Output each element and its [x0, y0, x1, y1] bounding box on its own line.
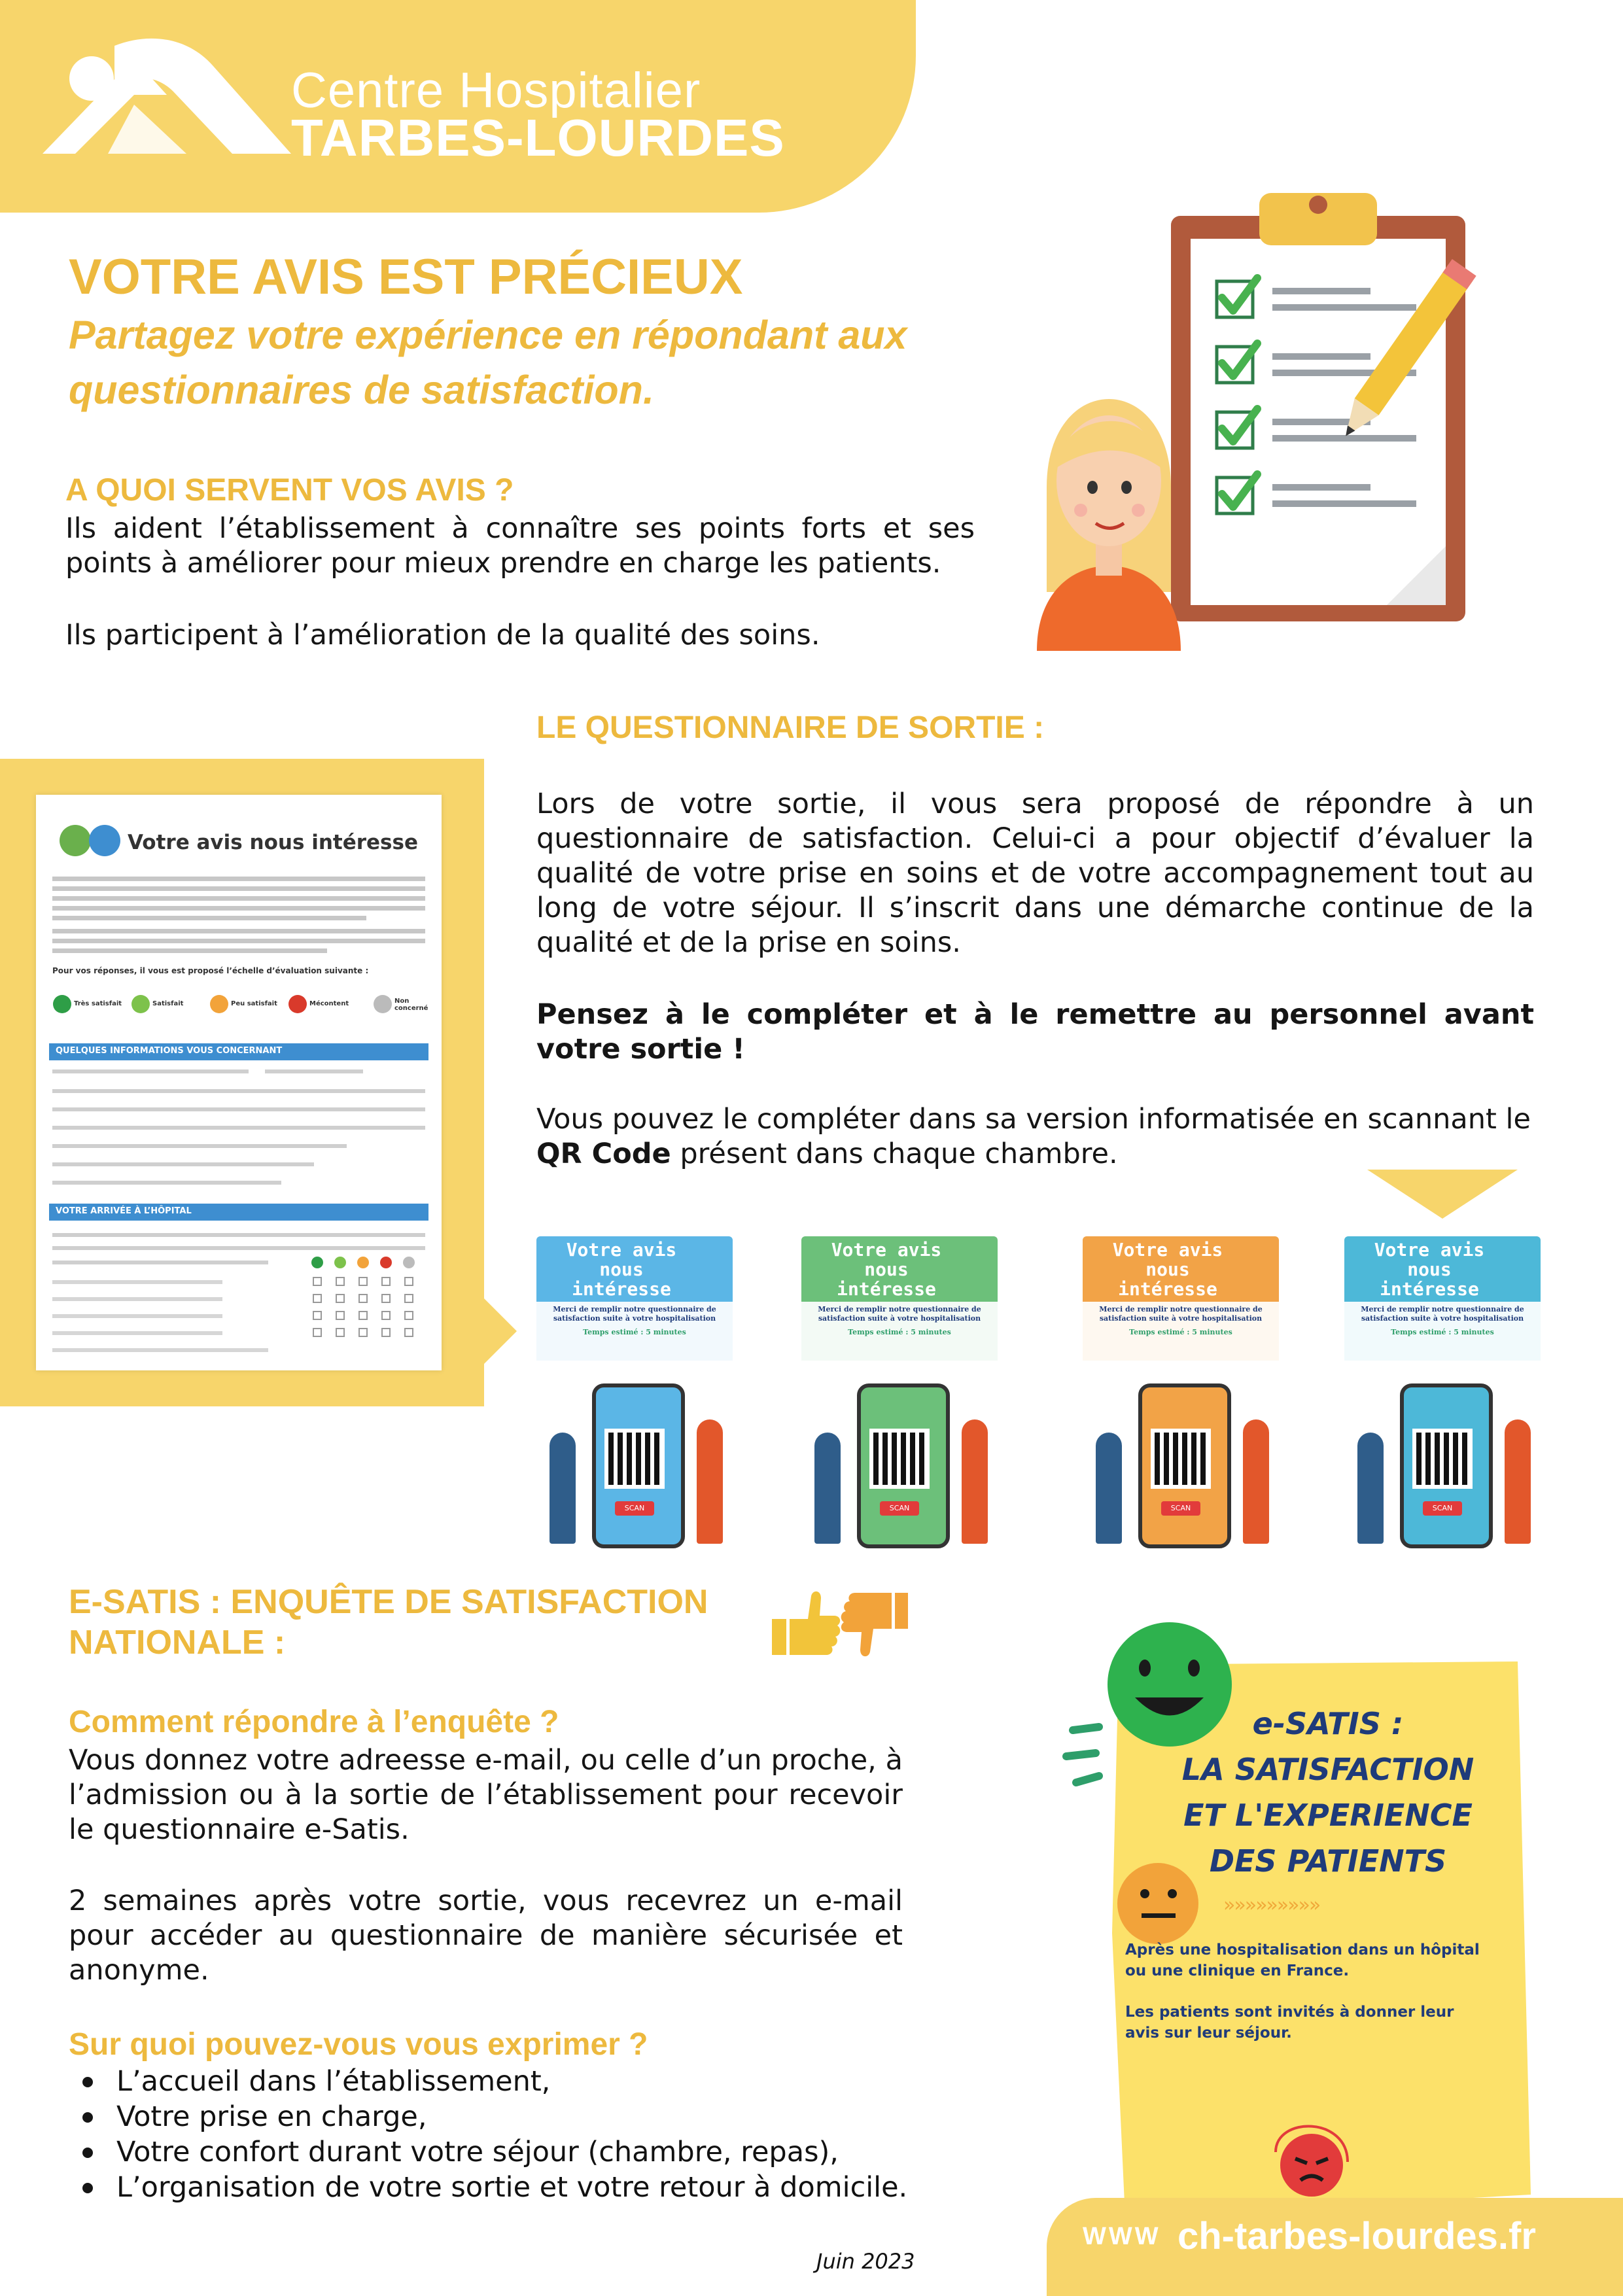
poster-headline: Votre avis nous intéresse [566, 1239, 677, 1300]
topics-list [79, 2064, 929, 2205]
qr-code-icon [873, 1433, 926, 1485]
esatis-card-title-line-4: DES PATIENTS [1209, 1843, 1447, 1879]
form-preview-card [36, 795, 442, 1370]
org-name-line1: Centre Hospitalier [291, 63, 701, 118]
poster-scan-button: SCAN [1161, 1501, 1200, 1516]
qr-code-icon [1416, 1433, 1469, 1485]
poster-figure-right [1505, 1419, 1531, 1544]
poster-line-1: Merci de remplir notre questionnaire de satisfaction suite à votre hospitalisation [818, 1305, 981, 1323]
form-preview-scale-title: Pour vos réponses, il vous est proposé l’échelle d’évaluation suivante : [52, 966, 369, 975]
list-item: L’organisation de votre sortie et votre retour à domicile. [79, 2170, 929, 2205]
qr-poster-4 [1344, 1236, 1541, 1547]
esatis-heading: E-SATIS : ENQUÊTE DE SATISFACTION NATIONALE : [69, 1583, 708, 1661]
poster-figure-left [1357, 1433, 1384, 1544]
poster-line-2: Temps estimé : 5 minutes [1129, 1328, 1232, 1336]
poster-headline: Votre avis nous intéresse [1374, 1239, 1485, 1300]
hospital-logo [36, 33, 291, 160]
poster-figure-right [1243, 1419, 1269, 1544]
poster-scan-button: SCAN [615, 1501, 654, 1516]
qr-code-emphasis: QR Code [536, 1138, 671, 1170]
page-subtitle: Partagez votre expérience en répondant aux questionnaires de satisfaction. [69, 313, 907, 412]
esatis-card-text-1: Après une hospitalisation dans un hôpital ou une clinique en France. [1125, 1941, 1480, 1979]
why-heading: A QUOI SERVENT VOS AVIS ? [65, 473, 514, 508]
exit-p3-text-2: présent dans chaque chambre. [671, 1138, 1118, 1170]
website-link[interactable]: ch-tarbes-lourdes.fr [1178, 2215, 1536, 2257]
how-to-answer-paragraph-1: Vous donnez votre adreesse e-mail, ou celle d’un proche, à l’admission ou à la sortie de l’établissement pour recevoir le questionnaire e-Satis. [69, 1744, 903, 1846]
poster-line-2: Temps estimé : 5 minutes [583, 1328, 686, 1336]
page-title: VOTRE AVIS EST PRÉCIEUX [69, 249, 743, 305]
qr-poster-2 [801, 1236, 998, 1547]
thumbs-up-down-icon [769, 1586, 909, 1661]
esatis-card-title-line-3: ET L'EXPERIENCE [1183, 1798, 1473, 1833]
publication-date: Juin 2023 [816, 2249, 915, 2274]
form-preview-scale-3: Peu satisfait [231, 1000, 277, 1007]
poster-figure-left [1096, 1433, 1122, 1544]
qr-code-icon [608, 1433, 661, 1485]
form-preview-section-2: VOTRE ARRIVÉE À L’HÔPITAL [56, 1206, 192, 1216]
poster-line-1: Merci de remplir notre questionnaire de satisfaction suite à votre hospitalisation [1361, 1305, 1524, 1323]
qr-code-icon [1155, 1433, 1207, 1485]
form-preview-title: Votre avis nous intéresse [128, 831, 418, 854]
list-item: L’accueil dans l’établissement, [79, 2064, 929, 2099]
poster-figure-left [550, 1433, 576, 1544]
esatis-card-title-line-2: LA SATISFACTION [1181, 1752, 1475, 1787]
qr-poster-3 [1083, 1236, 1279, 1547]
topics-heading: Sur quoi pouvez-vous vous exprimer ? [69, 2027, 648, 2062]
clipboard-woman-illustration [1021, 173, 1557, 651]
poster-figure-left [814, 1433, 841, 1544]
exit-p3-text-1: Vous pouvez le compléter dans sa version informatisée en scannant le [536, 1103, 1531, 1136]
esatis-card-title [1158, 1701, 1498, 1884]
list-item: Votre prise en charge, [79, 2099, 929, 2134]
down-pointer [1367, 1170, 1518, 1219]
esatis-card-text-2: Les patients sont invités à donner leur avis sur leur séjour. [1125, 2004, 1454, 2042]
poster-line-2: Temps estimé : 5 minutes [848, 1328, 951, 1336]
poster-line-2: Temps estimé : 5 minutes [1391, 1328, 1494, 1336]
poster-figure-right [962, 1419, 988, 1544]
poster-line-1: Merci de remplir notre questionnaire de satisfaction suite à votre hospitalisation [1099, 1305, 1263, 1323]
exit-questionnaire-heading: LE QUESTIONNAIRE DE SORTIE : [536, 710, 1045, 745]
chevrons-decoration: »»»»»»»»» [1223, 1894, 1320, 1917]
globe-icon: WWW [1083, 2223, 1161, 2250]
form-preview-section-1: QUELQUES INFORMATIONS VOUS CONCERNANT [56, 1046, 283, 1056]
form-preview-scale-2: Satisfait [152, 1000, 184, 1007]
poster-figure-right [697, 1419, 723, 1544]
exit-paragraph-1: Lors de votre sortie, il vous sera proposé de répondre à un questionnaire de satisfaction. Celui-ci a pour objectif d’évaluer la qualité de votre prise en soins et de votre accompagnement tout au long de votre séjour. Il s’inscrit dans une démarche continue de la qualité et de la prise en soins. [536, 788, 1534, 959]
poster-line-1: Merci de remplir notre questionnaire de satisfaction suite à votre hospitalisation [553, 1305, 716, 1323]
form-preview-image [36, 795, 442, 1370]
how-to-answer-paragraph-2: 2 semaines après votre sortie, vous recevrez un e-mail pour accéder au questionnaire de manière sécurisée et anonyme. [69, 1885, 903, 1987]
form-preview-pointer [484, 1298, 517, 1364]
why-paragraph-1: Ils aident l’établissement à connaître ses points forts et ses points à améliorer pour mieux prendre en charge les patients. [65, 512, 975, 580]
exit-paragraph-3 [536, 1102, 1534, 1172]
org-name-line2: TARBES-LOURDES [291, 109, 785, 167]
form-preview-scale-5: Non concerné [394, 998, 428, 1012]
why-paragraph-2: Ils participent à l’amélioration de la qualité des soins. [65, 619, 820, 652]
poster-headline: Votre avis nous intéresse [1112, 1239, 1223, 1300]
qr-poster-1 [536, 1236, 733, 1547]
form-preview-scale-1: Très satisfait [74, 1000, 122, 1007]
poster-scan-button: SCAN [880, 1501, 919, 1516]
form-preview-scale-4: Mécontent [309, 1000, 349, 1007]
exit-paragraph-2: Pensez à le compléter et à le remettre au personnel avant votre sortie ! [536, 998, 1534, 1066]
how-to-answer-heading: Comment répondre à l’enquête ? [69, 1705, 559, 1739]
poster-scan-button: SCAN [1423, 1501, 1462, 1516]
poster-headline: Votre avis nous intéresse [831, 1239, 942, 1300]
list-item: Votre confort durant votre séjour (chambre, repas), [79, 2134, 929, 2170]
esatis-card-title-line-1: e-SATIS : [1252, 1706, 1404, 1741]
